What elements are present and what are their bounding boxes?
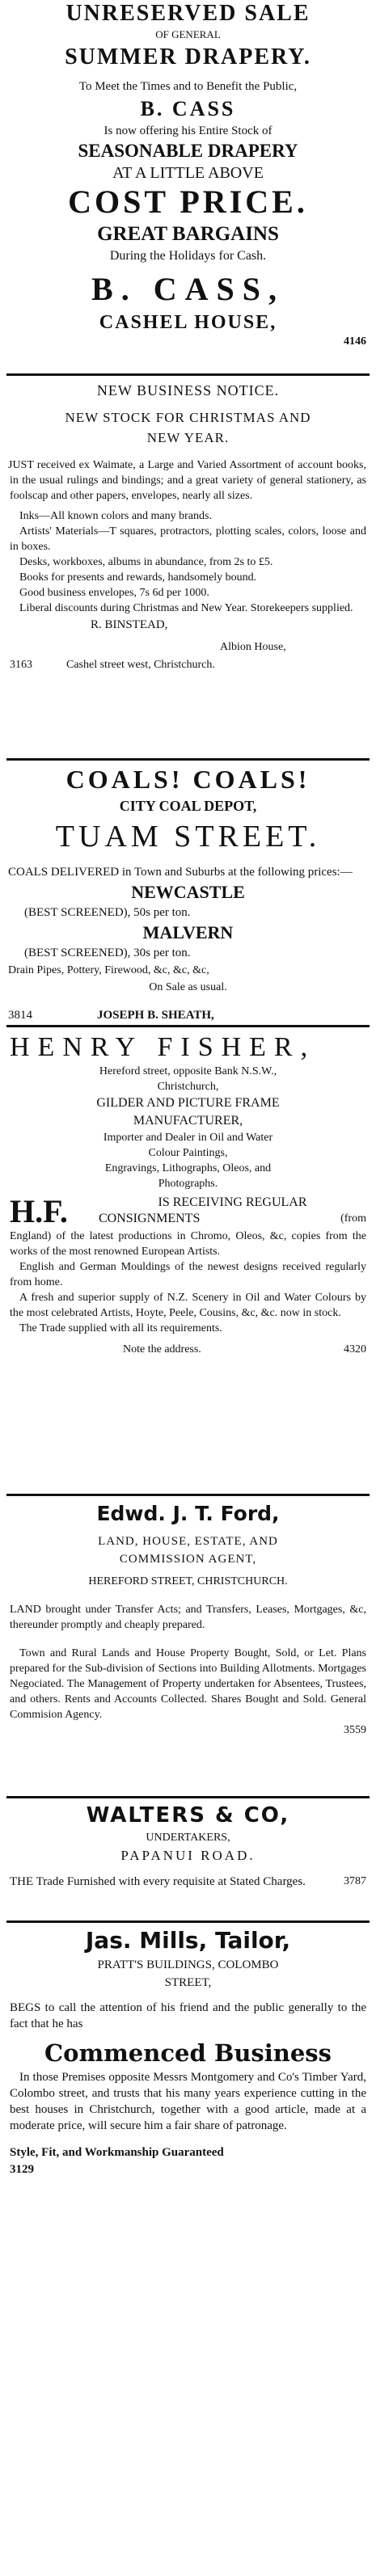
divider bbox=[6, 1494, 370, 1496]
divider bbox=[6, 1796, 370, 1798]
ad-number: 3787 bbox=[344, 1875, 366, 1887]
ad-paragraph: English and German Mouldings of the newest designs received regularly from home. bbox=[10, 1261, 366, 1288]
ad-signature: R. BINSTEAD, bbox=[91, 618, 168, 631]
ad-coal-price: (BEST SCREENED), 30s per ton. bbox=[24, 947, 191, 959]
ad-line: LAND, HOUSE, ESTATE, AND bbox=[98, 1535, 278, 1548]
ad-paragraph: England) of the latest productions in Chromo, Oleos, &c, copies from the works of the most renowned European Artists. bbox=[10, 1230, 366, 1258]
ad-subheading: CITY COAL DEPOT, bbox=[119, 798, 257, 814]
ad-line-part: (from bbox=[340, 1212, 366, 1225]
ad-line: IS RECEIVING REGULAR bbox=[158, 1195, 307, 1209]
ad-paragraph: In those Premises opposite Messrs Montgomery and Co's Timber Yard, Colombo street, and trusts that his many years experience cutting in the best houses in Christchurch, together with a good article, made at a moderate price, will secure him a fair share of patronage. bbox=[10, 2071, 366, 2132]
ad-subheading: NEW STOCK FOR CHRISTMAS AND bbox=[65, 410, 311, 425]
ad-heading: NEW BUSINESS NOTICE. bbox=[96, 382, 280, 398]
ad-line: To Meet the Times and to Benefit the Public, bbox=[78, 80, 298, 93]
ad-address: Cashel street west, Christchurch. bbox=[66, 659, 215, 671]
ad-line: Hereford street, opposite Bank N.S.W., bbox=[99, 1065, 277, 1077]
ad-line: Importer and Dealer in Oil and Water bbox=[103, 1132, 273, 1144]
ad-paragraph: Drain Pipes, Pottery, Firewood, &c, &c, &c, bbox=[8, 964, 209, 976]
ad-paragraph: The Trade supplied with all its requirements. bbox=[19, 1322, 222, 1334]
ad-summer-drapery-sale bbox=[0, 0, 376, 349]
ad-coal-type: NEWCASTLE bbox=[131, 882, 245, 902]
ad-paragraph: BEGS to call the attention of his friend and the public generally to the fact that he has bbox=[10, 2001, 366, 2030]
ad-signature: JOSEPH B. SHEATH, bbox=[97, 1009, 214, 1022]
ad-paragraph: Desks, workboxes, albums in abundance, from 2s to £5. bbox=[19, 556, 273, 568]
ad-paragraph: Good business envelopes, 7s 6d per 1000. bbox=[19, 587, 209, 599]
ad-hf-initials: H.F. bbox=[10, 1193, 68, 1229]
ad-binstead-stationery bbox=[0, 380, 376, 674]
ad-city-coal-depot bbox=[0, 763, 376, 1025]
divider bbox=[6, 373, 370, 376]
ad-ford-land-agent bbox=[0, 1500, 376, 1738]
ad-number: 4146 bbox=[344, 335, 366, 348]
ad-paragraph: Town and Rural Lands and House Property Bought, Sold, or Let. Plans prepared for the Sub-division of Sections into Building Allotments. Mortgages Negociated. The Management of Property undertaken for Absentees, Trustees, and others. Rents and Accounts Collected. Shares Bought and Sold. General Commision Agency. bbox=[10, 1647, 366, 1721]
ad-line-part: CONSIGNMENTS bbox=[99, 1212, 201, 1225]
ad-line: HEREFORD STREET, CHRISTCHURCH. bbox=[88, 1575, 288, 1587]
ad-heading: COST PRICE. bbox=[68, 183, 308, 220]
ad-line: CASHEL HOUSE, bbox=[99, 312, 277, 333]
ad-note: Note the address. bbox=[123, 1343, 201, 1355]
ad-paragraph: Liberal discounts during Christmas and New Year. Storekeepers supplied. bbox=[19, 602, 353, 614]
ad-line: COMMISSION AGENT, bbox=[119, 1553, 257, 1566]
ad-line: STREET, bbox=[164, 1976, 212, 1989]
ad-number: 3129 bbox=[10, 2163, 34, 2176]
ad-heading: COALS! COALS! bbox=[65, 765, 311, 794]
ad-paragraph: THE Trade Furnished with every requisite at Stated Charges. bbox=[10, 1875, 306, 1888]
ad-paragraph: LAND brought under Transfer Acts; and Transfers, Leases, Mortgages, &c, thereunder promptly and cheaply prepared. bbox=[10, 1604, 366, 1631]
ad-banner: Commenced Business bbox=[44, 2039, 332, 2067]
ad-line: OF GENERAL bbox=[155, 28, 221, 40]
ad-subheading: MANUFACTURER, bbox=[133, 1114, 243, 1128]
ad-coal-type: MALVERN bbox=[142, 922, 234, 942]
ad-line: Colour Paintings, bbox=[148, 1147, 228, 1159]
ad-paragraph: Inks—All known colors and many brands. bbox=[19, 510, 212, 522]
ad-line: Albion House, bbox=[220, 641, 286, 653]
ad-heading: TUAM STREET. bbox=[55, 820, 321, 854]
ad-line: PRATT'S BUILDINGS, COLOMBO bbox=[97, 1958, 279, 1971]
ad-henry-fisher-gilder bbox=[0, 1031, 376, 1359]
ad-paragraph: Style, Fit, and Workmanship Guaranteed bbox=[10, 2146, 224, 2159]
ad-merchant-name: Edwd. J. T. Ford, bbox=[96, 1502, 280, 1525]
ad-paragraph: Artists' Materials—T squares, protractors, plotting scales, colors, loose and in boxes. bbox=[10, 525, 366, 553]
ad-line: Christchurch, bbox=[157, 1081, 219, 1093]
ad-paragraph: A fresh and superior supply of N.Z. Scenery in Oil and Water Colours by the most celebrated Artists, Hoyte, Peele, Cousins, &c, &c. now in stock. bbox=[10, 1292, 366, 1319]
ad-subheading: NEW YEAR. bbox=[146, 430, 230, 445]
ad-paragraph: On Sale as usual. bbox=[149, 981, 227, 993]
ad-number: 4320 bbox=[344, 1343, 366, 1355]
ad-number: 3559 bbox=[344, 1724, 366, 1736]
ad-heading: SUMMER DRAPERY. bbox=[65, 44, 311, 70]
ad-merchant-name: B. CASS, bbox=[91, 271, 285, 307]
ad-number: 3163 bbox=[10, 659, 32, 671]
ad-paragraph: COALS DELIVERED in Town and Suburbs at the following prices:— bbox=[8, 866, 353, 879]
ad-merchant-name: Jas. Mills, Tailor, bbox=[85, 1927, 291, 1954]
ad-line: AT A LITTLE ABOVE bbox=[112, 164, 264, 182]
ad-paragraph: Books for presents and rewards, handsomely bound. bbox=[19, 571, 257, 584]
ad-number: 3814 bbox=[8, 1009, 32, 1022]
divider bbox=[6, 1025, 370, 1027]
ad-paragraph: JUST received ex Waimate, a Large and Varied Assortment of account books, in the usual rulings and bindings; and a great variety of general stationery, as foolscap and other papers, envelopes, nearly all sizes. bbox=[8, 459, 366, 502]
divider bbox=[6, 758, 370, 761]
ad-line bbox=[99, 1211, 366, 1227]
ad-line: UNDERTAKERS, bbox=[146, 1832, 230, 1844]
ad-subheading: GILDER AND PICTURE FRAME bbox=[96, 1096, 280, 1110]
ad-line: Engravings, Lithographs, Oleos, and bbox=[104, 1162, 272, 1174]
ad-heading: UNRESERVED SALE bbox=[65, 1, 311, 26]
ad-jas-mills-tailor bbox=[0, 1925, 376, 2178]
ad-heading: GREAT BARGAINS bbox=[97, 223, 279, 245]
ad-merchant-name: WALTERS & CO, bbox=[86, 1803, 290, 1828]
ad-subheading: PAPANUI ROAD. bbox=[120, 1848, 256, 1863]
divider bbox=[6, 1920, 370, 1923]
ad-merchant-name: HENRY FISHER, bbox=[10, 1032, 316, 1062]
ad-walters-undertakers bbox=[0, 1801, 376, 1888]
ad-coal-price: (BEST SCREENED), 50s per ton. bbox=[24, 906, 191, 919]
ad-line: Is now offering his Entire Stock of bbox=[104, 124, 272, 137]
ad-line: During the Holidays for Cash. bbox=[109, 249, 267, 263]
ad-heading: SEASONABLE DRAPERY bbox=[78, 141, 298, 161]
ad-merchant-name: B. CASS bbox=[140, 97, 236, 120]
ad-line: Photographs. bbox=[158, 1178, 218, 1190]
